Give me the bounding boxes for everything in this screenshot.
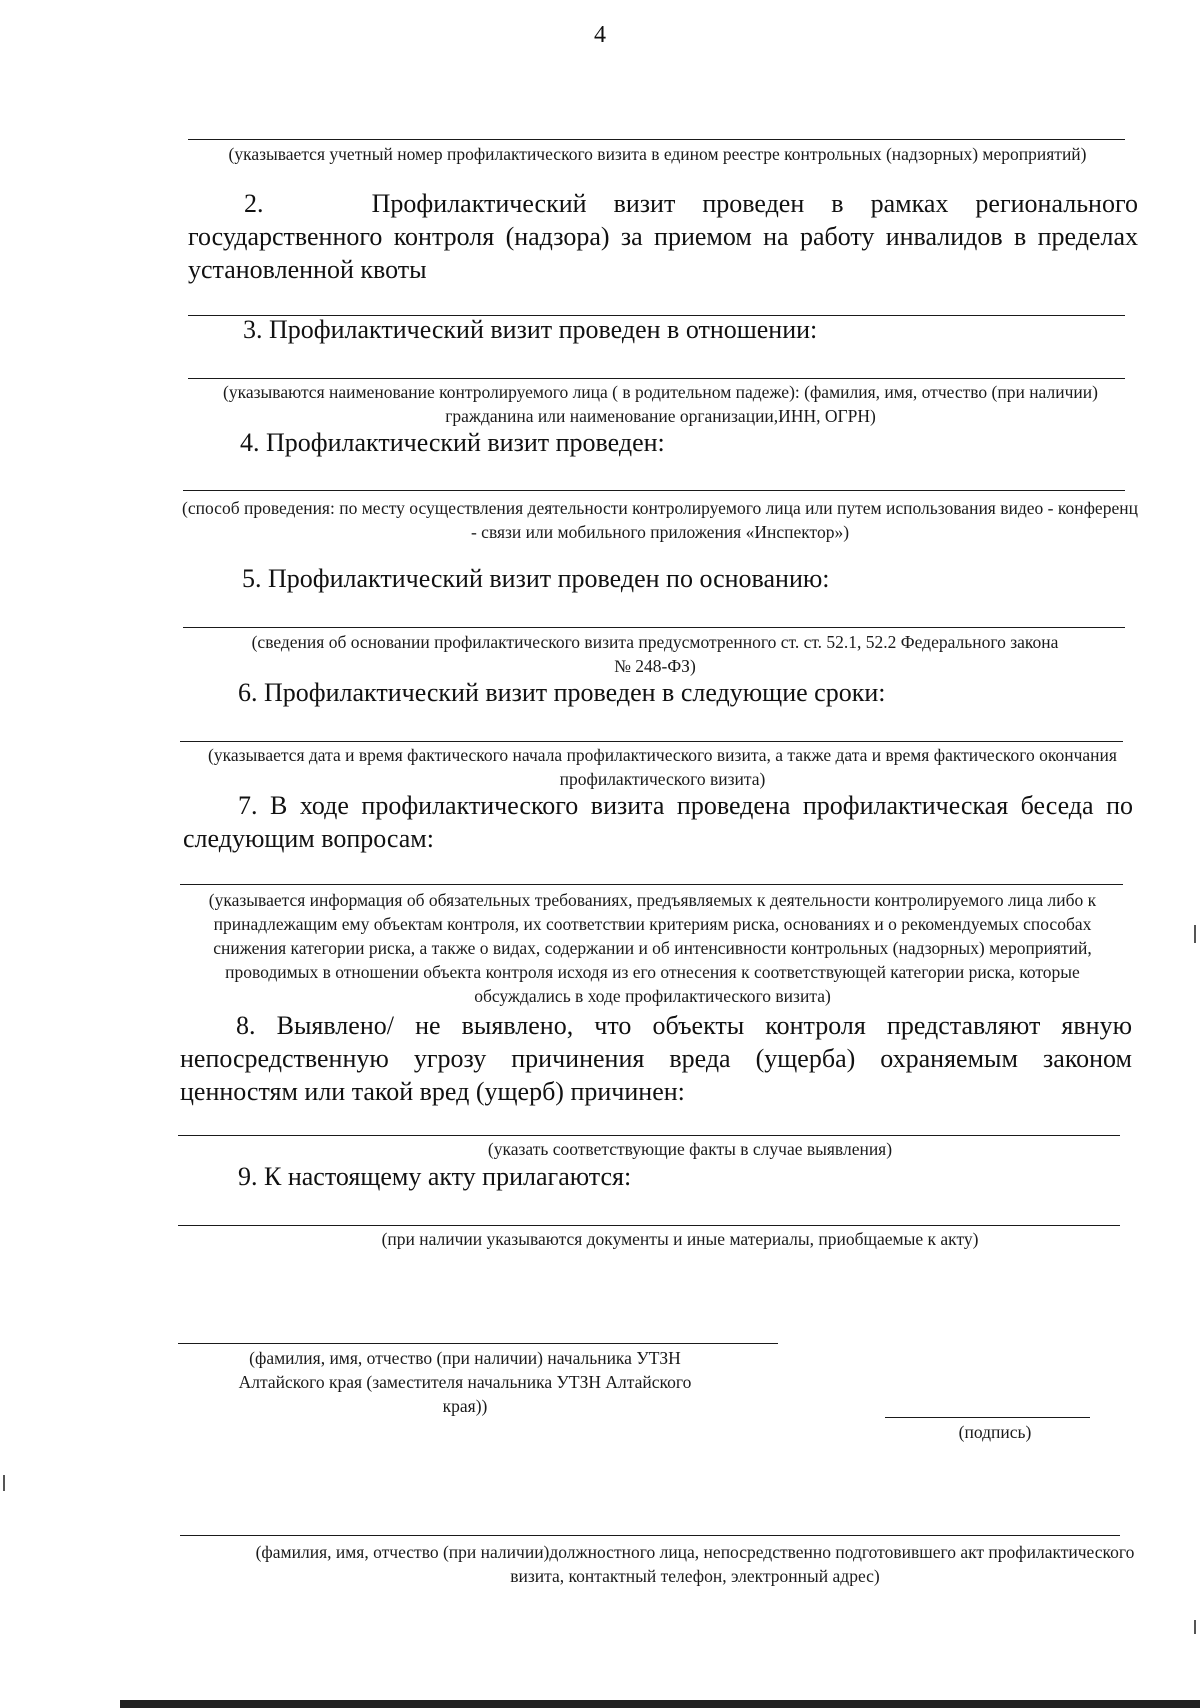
scan-edge-mark <box>1194 1620 1196 1634</box>
item-4-heading: 4. Профилактический визит проведен: <box>240 428 665 457</box>
item-8-line <box>178 1135 1120 1136</box>
item-2-text: 2. Профилактический визит проведен в рамках регионального государственного контроля (надзора) за приемом на работу инвалидов в пределах установленной квоты <box>188 189 1138 284</box>
item-3-line <box>188 378 1125 379</box>
page-number: 4 <box>594 22 606 48</box>
registry-number-line <box>188 139 1125 140</box>
item-7-text: 7. В ходе профилактического визита проведена профилактическая беседа по следующим вопросам: <box>183 791 1133 853</box>
item-8-hint: (указать соответствующие факты в случае выявления) <box>487 1139 893 1159</box>
item-8-text: 8. Выявлено/ не выявлено, что объекты контроля представляют явную непосредственную угрозу причинения вреда (ущерба) охраняемым законом ценностям или такой вред (ущерб) причинен: <box>180 1011 1132 1106</box>
item-6-line <box>180 741 1123 742</box>
scan-edge-mark <box>3 1475 5 1491</box>
head-name-hint: (фамилия, имя, отчество (при наличии) начальника УТЗН Алтайского края (заместителя начальника УТЗН Алтайского края)) <box>238 1348 692 1416</box>
item-5-hint: (сведения об основании профилактического визита предусмотренного ст. ст. 52.1, 52.2 Федерального закона № 248-ФЗ) <box>251 632 1059 676</box>
scan-edge-mark <box>1194 925 1196 943</box>
item-9-heading: 9. К настоящему акту прилагаются: <box>238 1162 632 1191</box>
item-7-line <box>180 884 1123 885</box>
official-hint: (фамилия, имя, отчество (при наличии)должностного лица, непосредственно подготовившего акт профилактического визита, контактный телефон, электронный адрес) <box>255 1542 1135 1586</box>
item-6-heading: 6. Профилактический визит проведен в следующие сроки: <box>238 678 886 707</box>
official-line <box>180 1535 1120 1536</box>
item-9-line <box>178 1225 1120 1226</box>
item-3-hint: (указываются наименование контролируемого лица ( в родительном падеже): (фамилия, имя, отчество (при наличии) гражданина или наименование организации,ИНН, ОГРН) <box>223 382 1098 426</box>
item-5-line <box>183 627 1125 628</box>
item-4-hint: (способ проведения: по месту осуществления деятельности контролируемого лица или путем использования видео - конференц - связи или мобильного приложения «Инспектор») <box>182 498 1138 542</box>
item-6-hint: (указывается дата и время фактического начала профилактического визита, а также дата и время фактического окончания профилактического визита) <box>208 745 1117 789</box>
signature-line <box>885 1417 1090 1418</box>
item-4-line <box>183 490 1125 491</box>
item-9-hint: (при наличии указываются документы и иные материалы, приобщаемые к акту) <box>381 1229 979 1249</box>
head-name-line <box>178 1343 778 1344</box>
item-7-hint: (указывается информация об обязательных требованиях, предъявляемых к деятельности контролируемого лица либо к принадлежащим ему объектам контроля, их соответствии критериям риска, основаниях и о рекомендуемых способах снижения категории риска, а также о видах, содержании и об интенсивности контрольных (надзорных) мероприятий, проводимых в отношении объекта контроля исходя из его отнесения к соответствующей категории риска, которые обсуждались в ходе профилактического визита) <box>208 890 1097 1006</box>
item-5-heading: 5. Профилактический визит проведен по основанию: <box>242 564 830 593</box>
signature-hint: (подпись) <box>958 1422 1032 1442</box>
registry-number-hint: (указывается учетный номер профилактического визита в едином реестре контрольных (надзорных) мероприятий) <box>228 144 1087 164</box>
scan-bottom-edge <box>120 1700 1200 1708</box>
item-3-heading: 3. Профилактический визит проведен в отношении: <box>243 315 818 344</box>
